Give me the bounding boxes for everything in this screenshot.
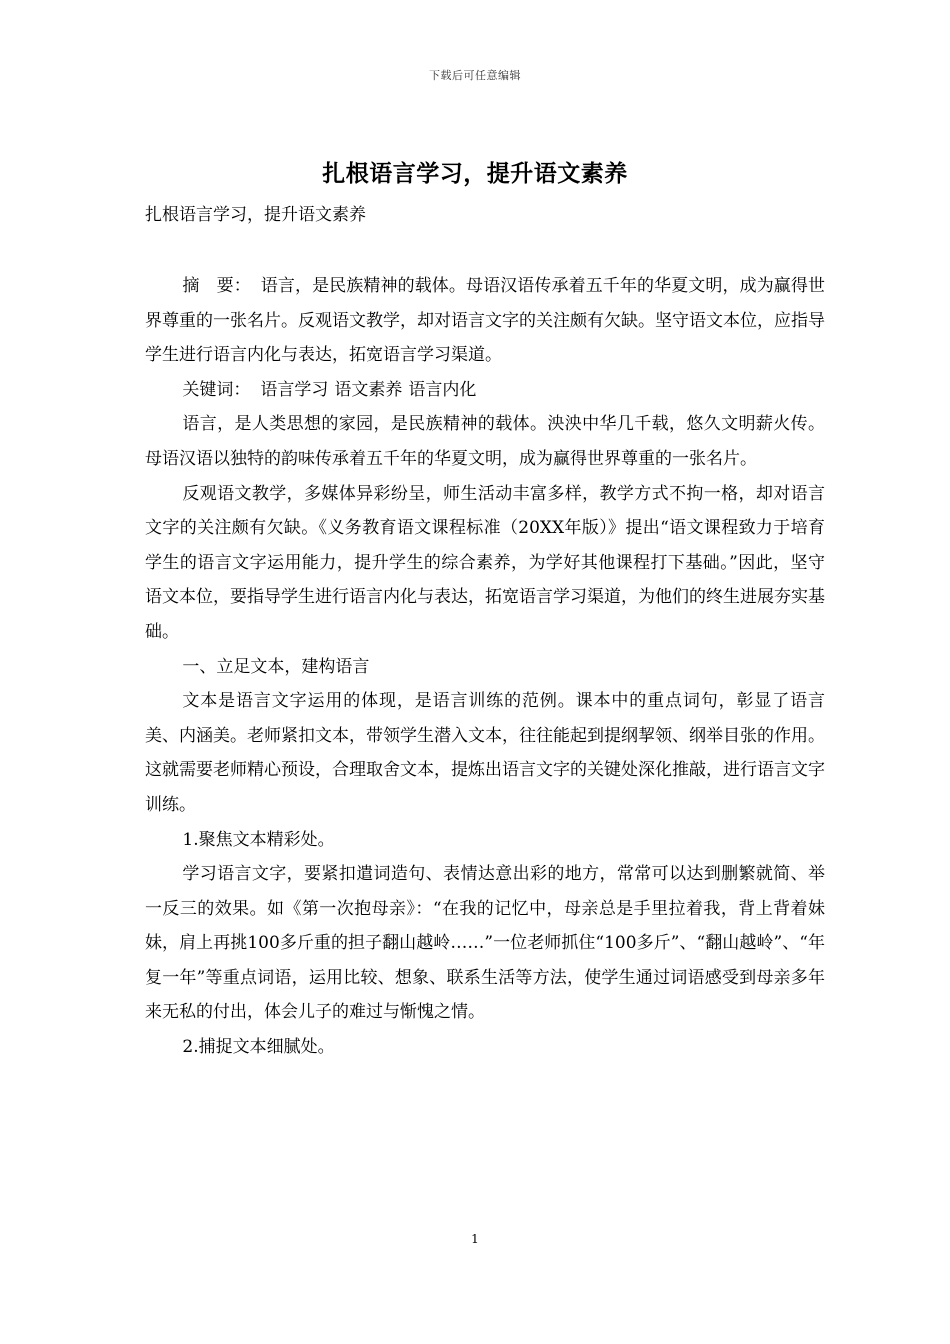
- document-title: 扎根语言学习，提升语文素养: [322, 160, 628, 187]
- keyword-item: 语言内化: [408, 379, 477, 400]
- body-paragraph: 反观语文教学，多媒体异彩纷呈，师生活动丰富多样，教学方式不拘一格，却对语言文字的关注颇有欠缺。《义务教育语文课程标准（20XX年版）》提出“语文课程致力于培育学生的语言文字运用能力，提升学生的综合素养，为学好其他课程打下基础。”因此，坚守语文本位，要指导学生进行语言内化与表达，拓宽语言学习渠道，为他们的终生进展夯实基础。: [145, 483, 825, 642]
- subsection-heading: 1.聚焦文本精彩处。: [182, 829, 335, 850]
- body-paragraph: 文本是语言文字运用的体现，是语言训练的范例。课本中的重点词句，彰显了语言美、内涵美。老师紧扣文本，带领学生潜入文本，往往能起到提纲挈领、纲举目张的作用。这就需要老师精心预设，合理取舍文本，提炼出语言文字的关键处深化推敲，进行语言文字训练。: [145, 691, 825, 815]
- document-subtitle: 扎根语言学习，提升语文素养: [145, 205, 366, 225]
- keyword-item: 语文素养: [334, 379, 403, 400]
- abstract-label: 摘 要：: [182, 276, 251, 296]
- page-number: 1: [471, 1232, 479, 1246]
- document-body: [145, 269, 825, 1065]
- subsection-heading: 2.捕捉文本细腻处。: [182, 1037, 335, 1058]
- keyword-item: 语言学习: [260, 379, 329, 400]
- keywords-label: 关键词：: [182, 379, 251, 400]
- keywords-paragraph: [145, 373, 825, 408]
- abstract-paragraph: [145, 269, 825, 373]
- section-heading: 一、立足文本，建构语言: [182, 656, 370, 677]
- abstract-text: 语言，是民族精神的载体。母语汉语传承着五千年的华夏文明，成为赢得世界尊重的一张名片。反观语文教学，却对语言文字的关注颇有欠缺。坚守语文本位，应指导学生进行语言内化与表达，拓宽语言学习渠道。: [145, 276, 826, 366]
- header-note: 下载后可任意编辑: [429, 69, 521, 82]
- body-paragraph: 学习语言文字，要紧扣遣词造句、表情达意出彩的地方，常常可以达到删繁就简、举一反三的效果。如《第一次抱母亲》：“在我的记忆中，母亲总是手里拉着我，背上背着妹妹，肩上再挑100多斤重的担子翻山越岭……”一位老师抓住“100多斤”、“翻山越岭”、“年复一年”等重点词语，运用比较、想象、联系生活等方法，使学生通过词语感受到母亲多年来无私的付出，体会儿子的难过与惭愧之情。: [145, 864, 825, 1023]
- body-paragraph: 语言，是人类思想的家园，是民族精神的载体。泱泱中华几千载，悠久文明薪火传。母语汉语以独特的韵味传承着五千年的华夏文明，成为赢得世界尊重的一张名片。: [145, 414, 825, 469]
